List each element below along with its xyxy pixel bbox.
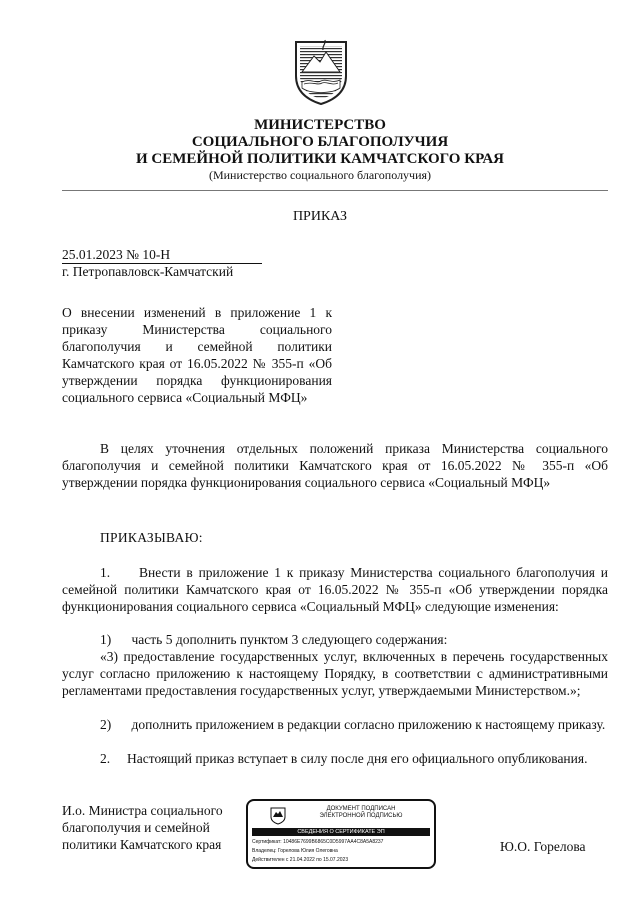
document-city: г. Петропавловск-Камчатский [62, 264, 234, 279]
electronic-signature-stamp [246, 799, 436, 869]
ministry-name-line2: СОЦИАЛЬНОГО БЛАГОПОЛУЧИЯ [191, 134, 449, 150]
signer-name: Ю.О. Горелова [500, 839, 586, 854]
signer-title: И.о. Министра социального благополучия и семейной политики Камчатского края [62, 803, 223, 852]
document-date-number: 25.01.2023 № 10-Н [62, 247, 171, 262]
header-divider [62, 190, 608, 191]
document-type: ПРИКАЗ [292, 209, 348, 224]
stamp-band: СВЕДЕНИЯ О СЕРТИФИКАТЕ ЭП [252, 828, 430, 836]
stamp-heading [288, 806, 434, 820]
stamp-validity: Действителен с 21.04.2022 по 15.07.2023 [252, 857, 349, 863]
order-word: ПРИКАЗЫВАЮ: [100, 530, 203, 545]
preamble-paragraph: В целях уточнения отдельных положений приказа Министерства социального благополучия и семейной политики Камчатского края от 16.05.2022 № 355-п «Об утверждении порядка функционирования социального сервиса «Социальный МФЦ» [62, 441, 608, 490]
ministry-name-line3: И СЕМЕЙНОЙ ПОЛИТИКИ КАМЧАТСКОГО КРАЯ [135, 151, 504, 167]
order-item-1-1-text: «3) предоставление государственных услуг, включенных в перечень государственных услуг согласно приложению к настоящему Порядку, в соответствии с административными регламентами предоставления государственных услуг, утверждаемыми Министерством.»; [62, 649, 608, 698]
order-item-1-1: 1) часть 5 дополнить пунктом 3 следующего содержания: [100, 632, 448, 647]
order-item-1-2: 2) дополнить приложением в редакции согласно приложению к настоящему приказу. [100, 717, 606, 732]
ministry-name-line1: МИНИСТЕРСТВО [254, 117, 386, 133]
ministry-short-name: (Министерство социального благополучия) [208, 168, 432, 182]
stamp-certificate: Сертификат: 10486E7699B6865C0D5997AA4C8A5A8237 [252, 839, 384, 845]
stamp-line1: ДОКУМЕНТ ПОДПИСАН [326, 806, 396, 812]
stamp-emblem-icon [270, 807, 286, 825]
order-item-2: 2. Настоящий приказ вступает в силу после дня его официального опубликования. [100, 751, 588, 766]
document-subject: О внесении изменений в приложение 1 к приказу Министерства социального благополучия и семейной политики Камчатского края от 16.05.2022 № 355-п «Об утверждении порядка функционирования социального сервиса «Социальный МФЦ» [62, 305, 332, 405]
stamp-owner: Владелец: Горелова Юлия Олеговна [252, 848, 338, 854]
stamp-line2: ЭЛЕКТРОННОЙ ПОДПИСЬЮ [319, 813, 403, 819]
kamchatka-coat-of-arms-icon [292, 36, 350, 106]
order-item-1: 1. Внести в приложение 1 к приказу Министерства социального благополучия и семейной политики Камчатского края от 16.05.2022 № 355-п «Об утверждении порядка функционирования социального сервиса «Социальный МФЦ» следующие изменения: [62, 565, 608, 614]
